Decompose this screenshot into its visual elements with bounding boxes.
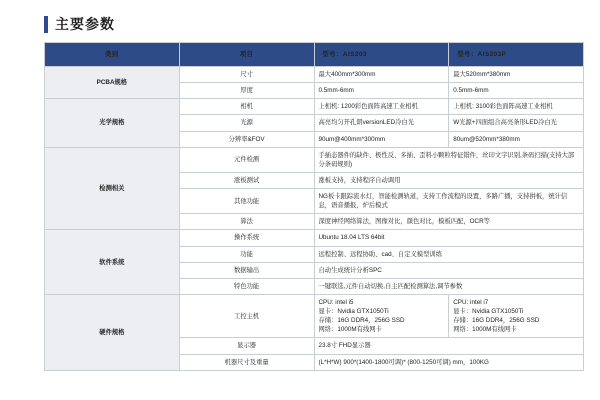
- item-label: 厚度: [179, 83, 314, 99]
- value-ais203: 最大400mm*300mm: [314, 67, 449, 83]
- table-row: [45, 147, 584, 172]
- value-ais203p: 上相机: 3100彩色面阵高速工业相机: [449, 99, 584, 115]
- value-both: Ubuntu 18.04 LTS 64bit: [314, 230, 584, 246]
- table-header-row: [45, 43, 584, 67]
- host-storage: 存储：16G DDR4，256G SSD: [318, 317, 405, 325]
- page-title: [44, 14, 586, 34]
- item-label: 元件检测: [179, 147, 314, 172]
- item-label: 工控主机: [179, 294, 314, 338]
- table-body: [45, 67, 584, 371]
- category-hardware: 硬件规格: [45, 294, 180, 370]
- table-row: [45, 230, 584, 246]
- value-ais203: 0.5mm-6mm: [314, 83, 449, 99]
- item-label: 分辨率&FOV: [179, 131, 314, 147]
- host-gpu: 显卡：Nvidia GTX1050Ti: [453, 308, 524, 315]
- category-inspection: 检测相关: [45, 147, 180, 230]
- header-category: 类别: [45, 43, 180, 67]
- value-ais203: 高亮均匀开孔朗versionLED冷白光: [314, 115, 449, 131]
- host-network: 网络：1000M有线网卡: [318, 326, 382, 334]
- item-label: 操作系统: [179, 230, 314, 246]
- value-both: 涨板支持，支持程序自动调用: [314, 172, 584, 188]
- value-ais203-host: [314, 294, 449, 338]
- header-model-ais203: 型号：AIS203: [314, 43, 449, 67]
- header-model-ais203p: 型号：AIS203P: [449, 43, 584, 67]
- table-header: [45, 43, 584, 67]
- item-label: 尺寸: [179, 67, 314, 83]
- item-label: 功能: [179, 246, 314, 262]
- title-accent-bar: [44, 16, 48, 33]
- item-label: 算法: [179, 214, 314, 230]
- table-row: [45, 99, 584, 115]
- page-title-text: 主要参数: [55, 16, 115, 32]
- item-label: 其他功能: [179, 189, 314, 214]
- item-label: 数据输出: [179, 262, 314, 278]
- host-network: 网络：1000M有线网卡: [453, 326, 517, 334]
- category-software: 软件系统: [45, 230, 180, 295]
- item-label: 机器尺寸及重量: [179, 354, 314, 370]
- host-storage: 存储：16G DDR4，256G SSD: [453, 317, 540, 325]
- value-both: 23.8寸 FHD显示器: [314, 338, 584, 354]
- value-ais203p: W光源+四面组合高亮条形LED冷白光: [449, 115, 584, 131]
- table-row: [45, 67, 584, 83]
- value-both: 远程控制、远程协助、cad、自定义模型训练: [314, 246, 584, 262]
- table-row: [45, 294, 584, 338]
- item-label: 涨板测试: [179, 172, 314, 188]
- specifications-table: [44, 42, 584, 371]
- value-both: 深度神经网络算法，图像对比，颜色对比，模板匹配，OCR等: [314, 214, 584, 230]
- value-both: (L*H*W) 900*(1400-1800可调)* (800-1250可调) mm，100KG: [314, 354, 584, 370]
- value-both: 一键联选,元件自动切换,自主匹配检测算法,调节参数: [314, 278, 584, 294]
- value-ais203: 上相机: 1200彩色面阵高速工业相机: [314, 99, 449, 115]
- value-ais203p: 80um@520mm*380mm: [449, 131, 584, 147]
- value-ais203p-host: [449, 294, 584, 338]
- value-both: 自动生成统计分析SPC: [314, 262, 584, 278]
- value-ais203p: 0.5mm-6mm: [449, 83, 584, 99]
- item-label: 光源: [179, 115, 314, 131]
- value-both: 手插态器件的缺件、极性反、多插、歪料小颗粒特征错件，丝印文字识别,条码扫描(支持大部分条码规则): [314, 147, 584, 172]
- item-label: 相机: [179, 99, 314, 115]
- value-ais203p: 最大520mm*380mm: [449, 67, 584, 83]
- host-cpu: CPU: intel i5: [318, 298, 354, 306]
- value-ais203: 90um@400mm*300mm: [314, 131, 449, 147]
- host-gpu: 显卡：Nvidia GTX1050Ti: [318, 308, 389, 315]
- host-cpu: CPU: intel i7: [453, 298, 489, 306]
- item-label: 特色功能: [179, 278, 314, 294]
- category-optical: 光学规格: [45, 99, 180, 147]
- value-both: NG板卡跟踪流水灯，智能检测轨道，支持工作流程的设置，多路广播，支持拼板，统计信息，语音播报，炉后模式: [314, 189, 584, 214]
- item-label: 显示器: [179, 338, 314, 354]
- header-item: 项目: [179, 43, 314, 67]
- category-pcba: PCBA规格: [45, 67, 180, 99]
